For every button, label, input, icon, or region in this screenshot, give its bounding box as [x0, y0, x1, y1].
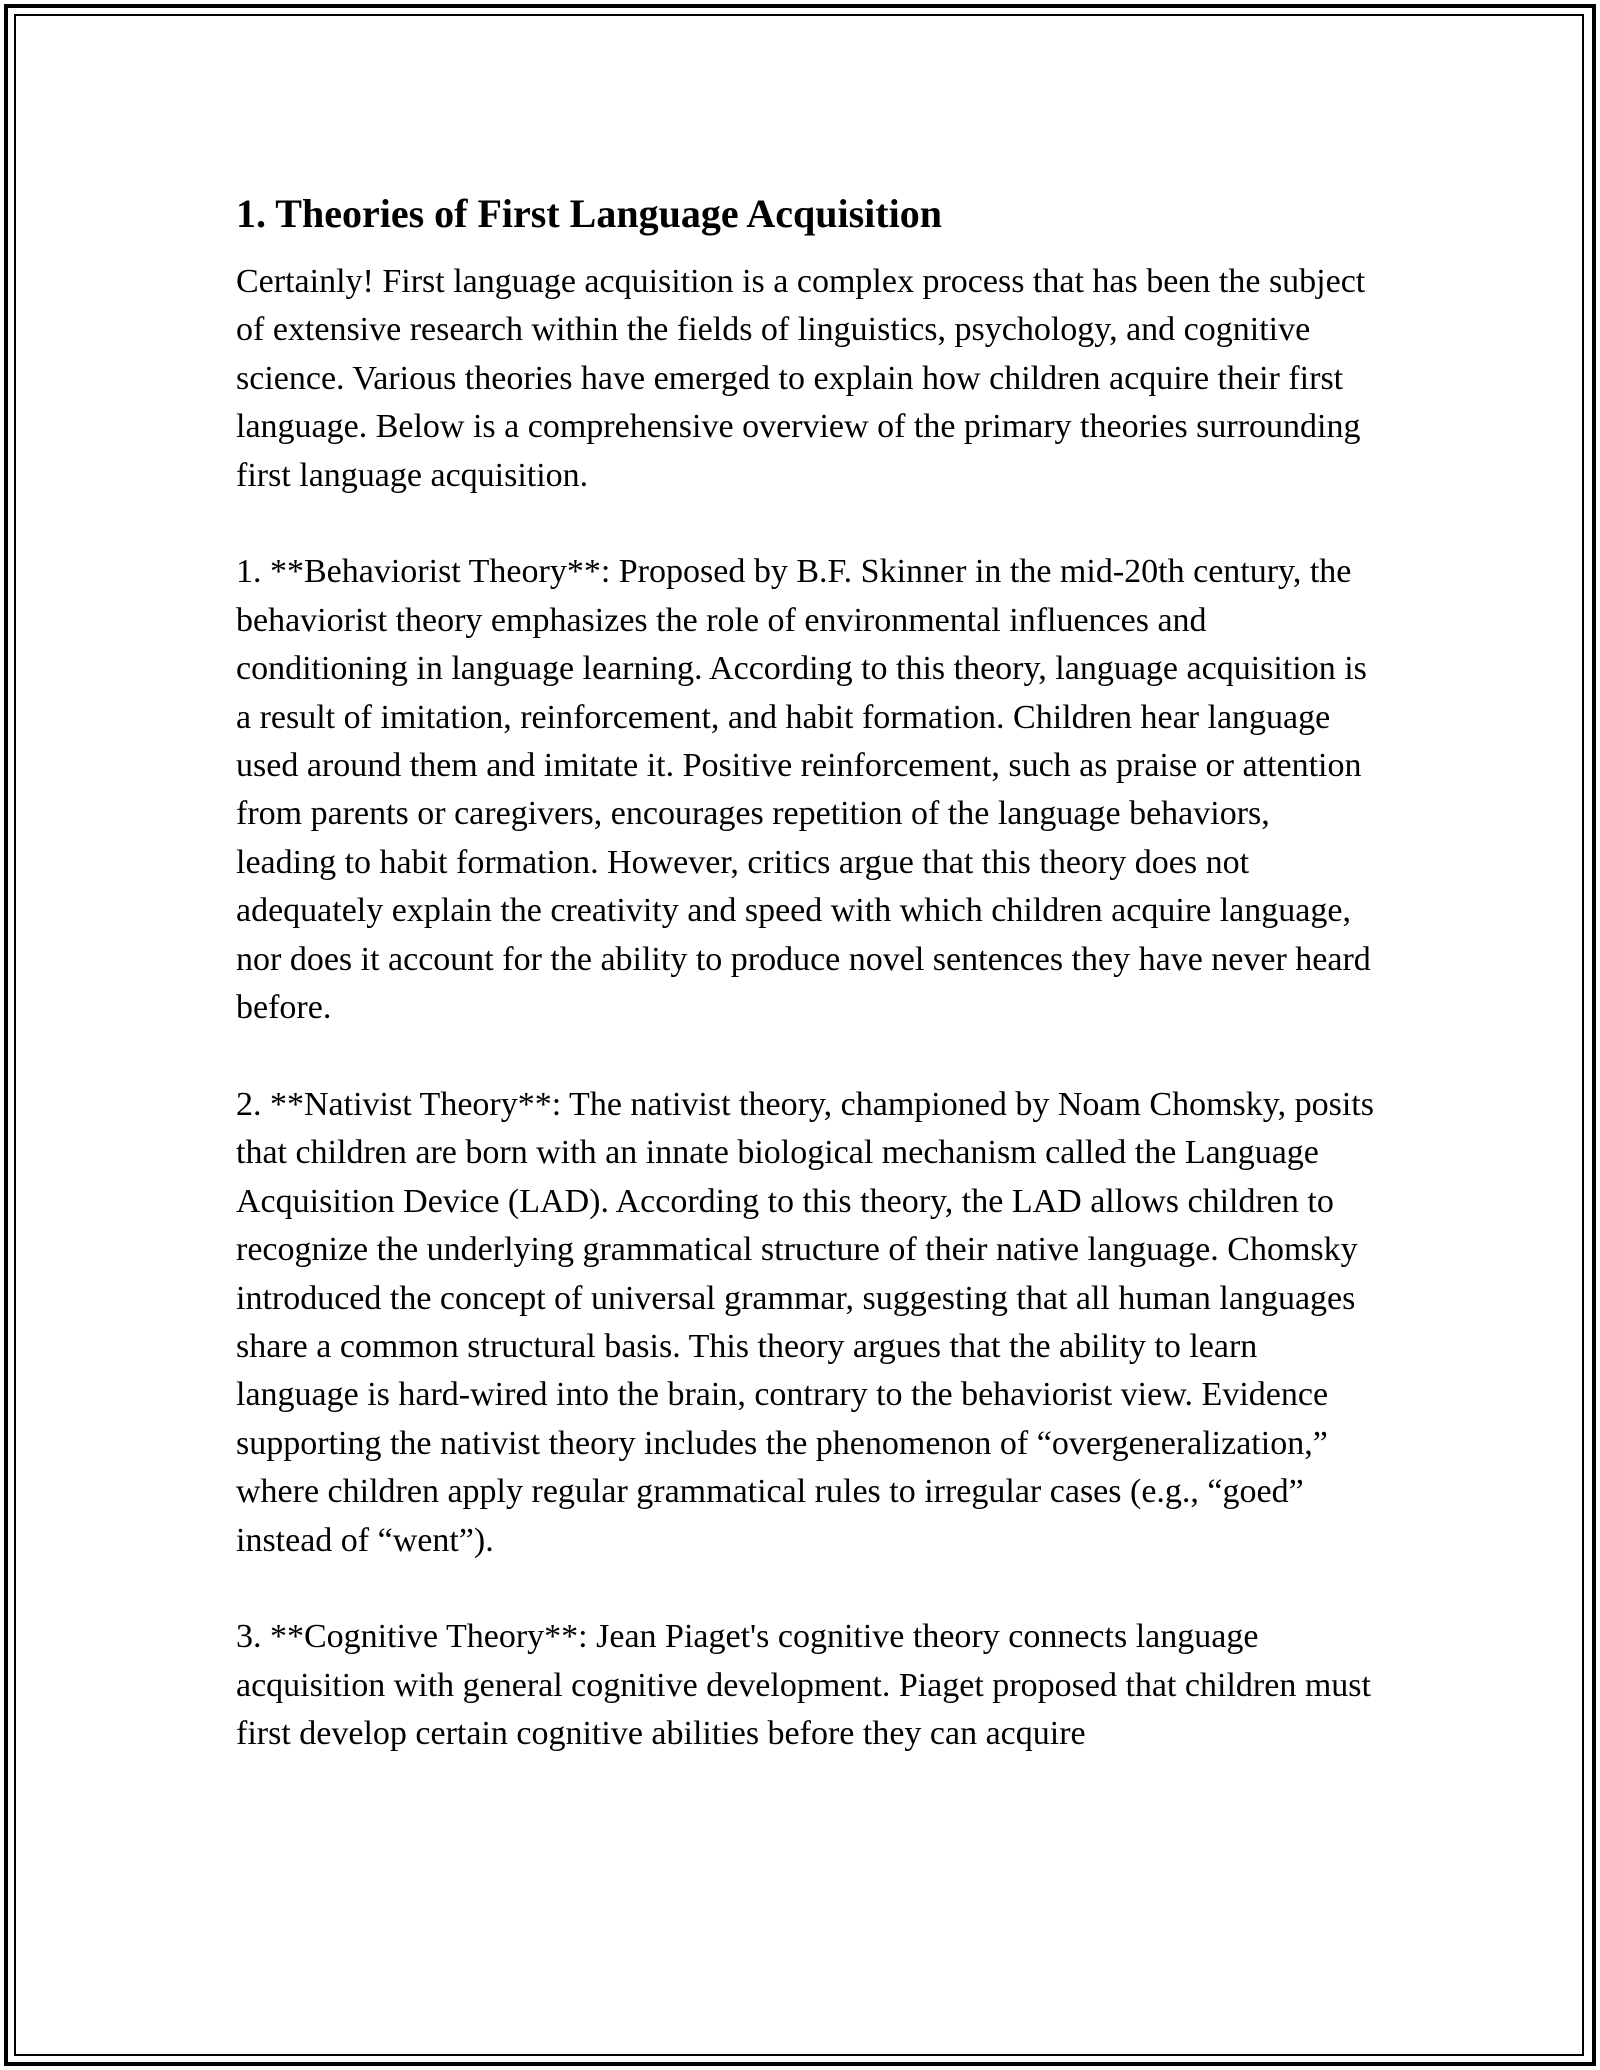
paragraph-intro: Certainly! First language acquisition is a complex process that has been the subject of extensive research within the fields of linguistics, psychology, and cognitive science. Various theories have emerged to explain how children acquire their first language. Below is a comprehensive overview of the primary theories surrounding first language acquisition.	[236, 263, 1366, 494]
document-body	[236, 188, 1376, 1759]
section-heading: 1. Theories of First Language Acquisition	[236, 191, 942, 236]
paragraph-nativist-theory: 2. **Nativist Theory**: The nativist theory, championed by Noam Chomsky, posits that children are born with an innate biological mechanism called the Language Acquisition Device (LAD). According to this theory, the LAD allows children to recognize the underlying grammatical structure of their native language. Chomsky introduced the concept of universal grammar, suggesting that all human languages share a common structural basis. This theory argues that the ability to learn language is hard-wired into the brain, contrary to the behaviorist view. Evidence supporting the nativist theory includes the phenomenon of “overgeneralization,” where children apply regular grammatical rules to irregular cases (e.g., “goed” instead of “went”).	[236, 1085, 1374, 1559]
paragraph-behaviorist-theory: 1. **Behaviorist Theory**: Proposed by B.F. Skinner in the mid-20th century, the behaviorist theory emphasizes the role of environmental influences and conditioning in language learning. According to this theory, language acquisition is a result of imitation, reinforcement, and habit formation. Children hear language used around them and imitate it. Positive reinforcement, such as praise or attention from parents or caregivers, encourages repetition of the language behaviors, leading to habit formation. However, critics argue that this theory does not adequately explain the creativity and speed with which children acquire language, nor does it account for the ability to produce novel sentences they have never heard before.	[236, 553, 1371, 1027]
paragraph-cognitive-theory: 3. **Cognitive Theory**: Jean Piaget's cognitive theory connects language acquisition with general cognitive development. Piaget proposed that children must first develop certain cognitive abilities before they can acquire	[236, 1618, 1371, 1753]
